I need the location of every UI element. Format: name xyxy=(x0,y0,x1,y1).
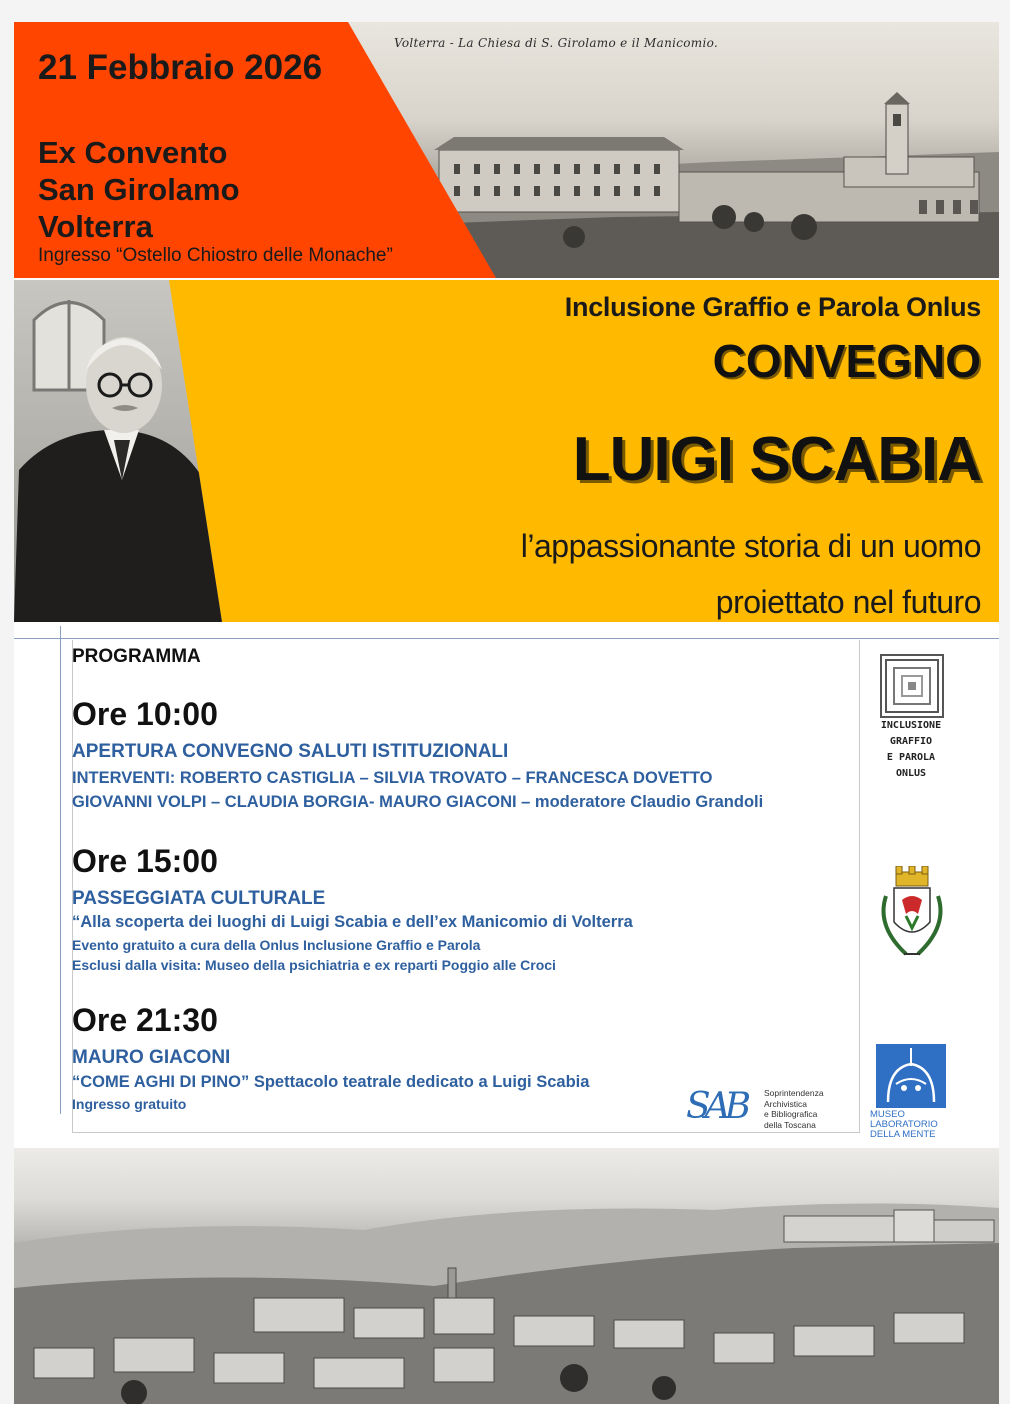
program-heading: PROGRAMMA xyxy=(72,646,201,667)
logo-text-line: ONLUS xyxy=(895,768,927,779)
event-type: CONVEGNO xyxy=(712,335,981,387)
historic-photo-volterra xyxy=(14,1148,999,1404)
logo-text-line: Archivistica xyxy=(764,1098,807,1109)
divider xyxy=(60,626,61,1114)
session-line: GIOVANNI VOLPI – CLAUDIA BORGIA- MAURO GIACONI – moderatore Claudio Grandoli xyxy=(72,793,764,811)
session-line: “Alla scoperta dei luoghi di Luigi Scabia e dell’ex Manicomio di Volterra xyxy=(72,913,633,931)
venue-line: Ex Convento xyxy=(38,135,228,170)
igp-logo-icon xyxy=(880,654,944,718)
event-title: LUIGI SCABIA xyxy=(572,425,981,494)
subtitle-line: l’appassionante storia di un uomo xyxy=(520,528,981,564)
venue-line: San Girolamo xyxy=(38,172,240,207)
session-time: Ore 15:00 xyxy=(72,843,218,879)
logo-text-line: GRAFFIO xyxy=(889,736,933,747)
volterra-coat-of-arms-icon xyxy=(872,866,952,966)
title-band xyxy=(14,280,999,622)
logo-text-line: Soprintendenza xyxy=(764,1088,824,1098)
logo-text-line: E PAROLA xyxy=(886,752,936,763)
session-line: “COME AGHI DI PINO” Spettacolo teatrale dedicato a Luigi Scabia xyxy=(72,1073,590,1091)
logo-text-line: e Bibliografica xyxy=(764,1109,818,1119)
venue xyxy=(38,134,240,245)
divider xyxy=(14,638,999,639)
logo-text-line: della Toscana xyxy=(764,1119,816,1130)
session-line: Esclusi dalla visita: Museo della psichiatria e ex reparti Poggio alle Croci xyxy=(72,957,556,973)
igp-logo-text xyxy=(866,718,956,782)
event-subtitle xyxy=(521,518,981,630)
organizer-name: Inclusione Graffio e Parola Onlus xyxy=(564,292,981,322)
session-time: Ore 21:30 xyxy=(72,1002,218,1038)
session-line: PASSEGGIATA CULTURALE xyxy=(72,888,326,909)
logo-text-line: DELLA MENTE xyxy=(870,1129,936,1140)
venue-line: Volterra xyxy=(38,209,153,244)
logo-text-line: LABORATORIO xyxy=(870,1119,938,1130)
session-line: Evento gratuito a cura della Onlus Inclusione Graffio e Parola xyxy=(72,937,481,953)
portrait-photo xyxy=(14,280,234,622)
session-line: Ingresso gratuito xyxy=(72,1096,187,1112)
logo-text-line: INCLUSIONE xyxy=(880,720,942,731)
session-time: Ore 10:00 xyxy=(72,696,218,732)
logo-text-line: MUSEO xyxy=(870,1109,905,1120)
museo-logo-text xyxy=(870,1110,960,1140)
session-line: MAURO GIACONI xyxy=(72,1047,231,1068)
event-date: 21 Febbraio 2026 xyxy=(38,48,323,87)
sab-logo xyxy=(686,1084,836,1134)
sab-logo-text xyxy=(764,1088,824,1130)
event-poster xyxy=(14,22,999,1404)
entrance-note: Ingresso “Ostello Chiostro delle Monache” xyxy=(38,245,393,266)
sab-logo-mark: SAB xyxy=(686,1086,746,1127)
subtitle-line: proiettato nel futuro xyxy=(715,584,981,620)
session-line: INTERVENTI: ROBERTO CASTIGLIA – SILVIA TROVATO – FRANCESCA DOVETTO xyxy=(72,769,713,787)
session-line: APERTURA CONVEGNO SALUTI ISTITUZIONALI xyxy=(72,741,509,762)
museo-logo-icon xyxy=(876,1044,946,1108)
photo-caption: Volterra - La Chiesa di S. Girolamo e il Manicomio. xyxy=(394,36,719,50)
